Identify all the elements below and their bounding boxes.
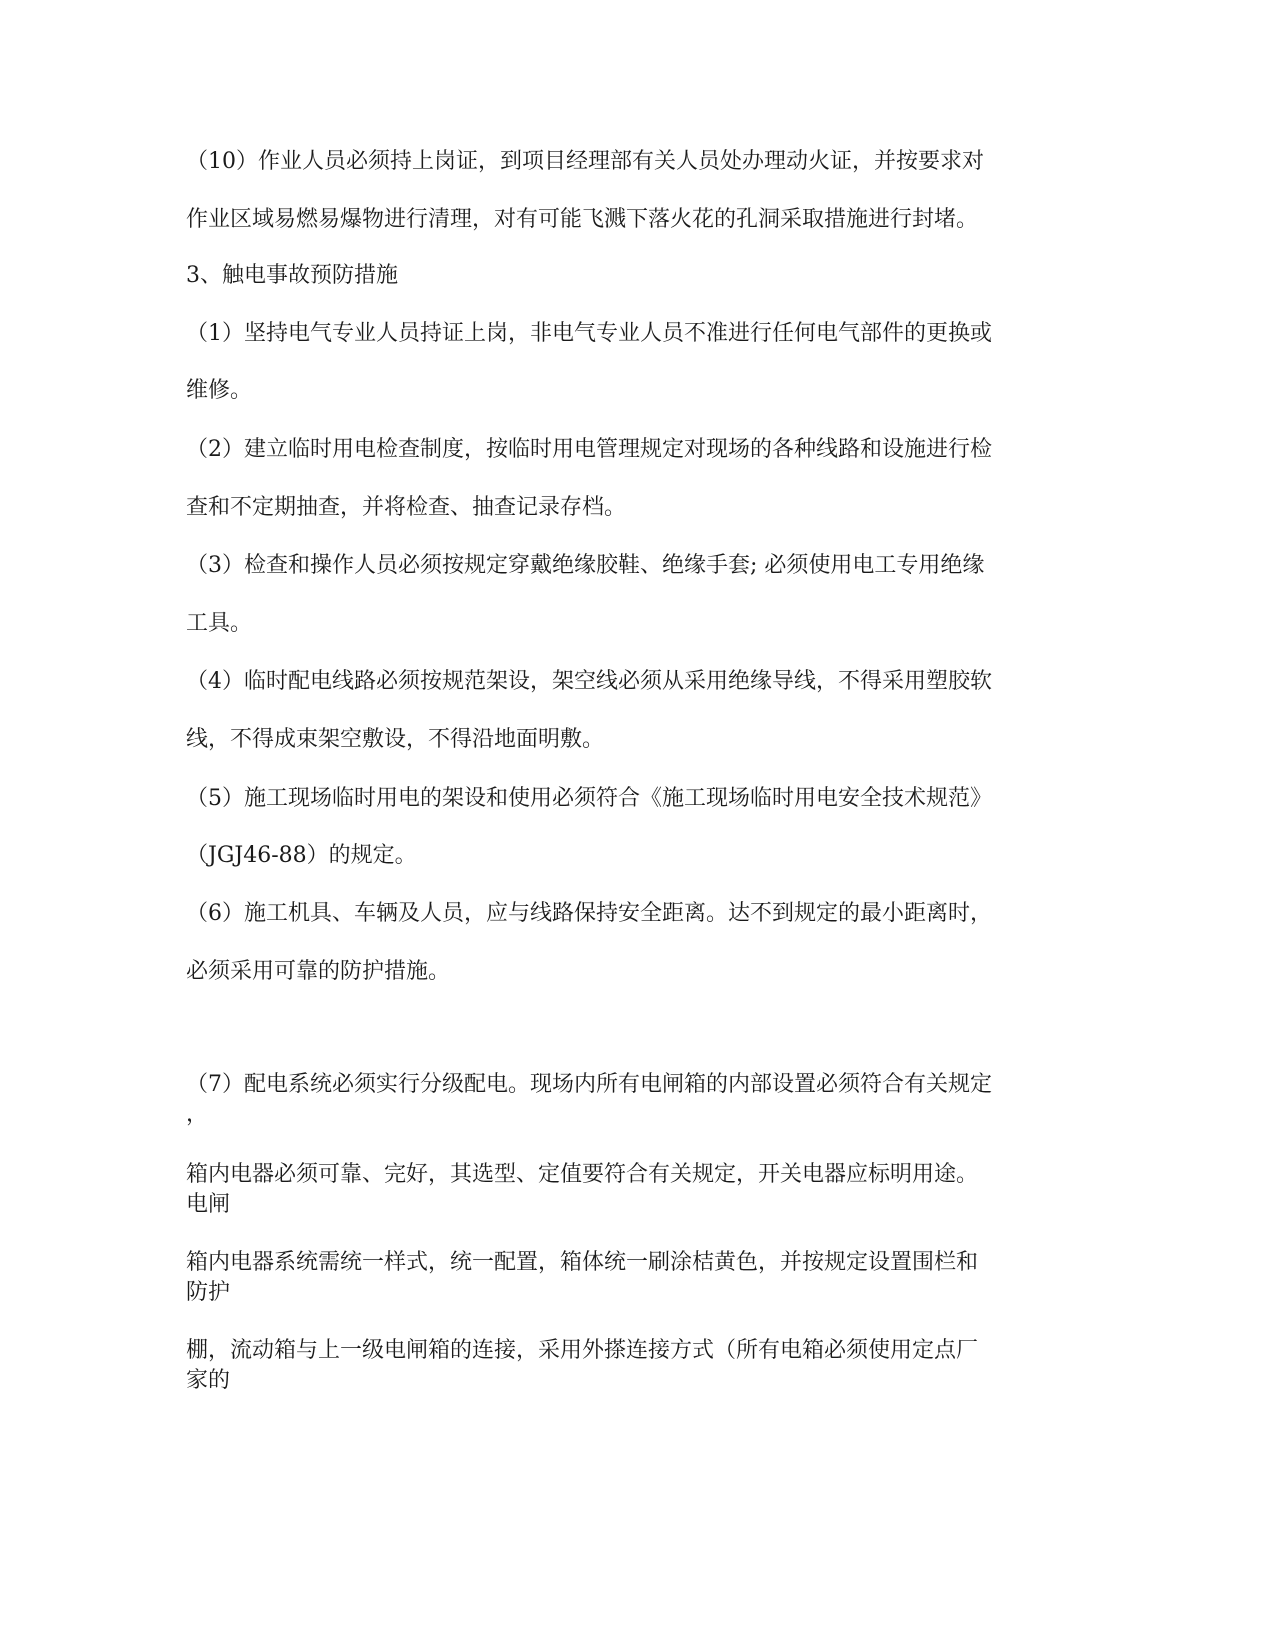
wrapped-line-overflow: ， xyxy=(186,1102,209,1127)
text-line: 工具。 xyxy=(186,611,253,636)
wrapped-line-main: （7）配电系统必须实行分级配电。现场内所有电闸箱的内部设置必须符合有关规定 xyxy=(186,1072,992,1097)
text-line: 查和不定期抽查，并将检查、抽查记录存档。 xyxy=(186,495,627,520)
text-line: 维修。 xyxy=(186,378,253,403)
text-line: 必须采用可靠的防护措施。 xyxy=(186,959,451,984)
text-line: （JGJ46-88）的规定。 xyxy=(186,843,417,868)
text-line: （3）检查和操作人员必须按规定穿戴绝缘胶鞋、绝缘手套; 必须使用电工专用绝缘 xyxy=(186,553,985,578)
section-heading: 3、触电事故预防措施 xyxy=(186,263,398,288)
wrapped-line xyxy=(186,1336,1086,1396)
text-line: 线，不得成束架空敷设，不得沿地面明敷。 xyxy=(186,727,605,752)
wrapped-line-main: 箱内电器系统需统一样式，统一配置，箱体统一刷涂桔黄色，并按规定设置围栏和 xyxy=(186,1250,979,1275)
text-line: （5）施工现场临时用电的架设和使用必须符合《施工现场临时用电安全技术规范》 xyxy=(186,786,992,811)
wrapped-line-overflow: 家的 xyxy=(186,1368,231,1393)
wrapped-line-main: 箱内电器必须可靠、完好，其选型、定值要符合有关规定，开关电器应标明用途。 xyxy=(186,1162,979,1187)
wrapped-line-main: 棚，流动箱与上一级电闸箱的连接，采用外搽连接方式（所有电箱必须使用定点厂 xyxy=(186,1338,979,1363)
wrapped-line-overflow: 电闸 xyxy=(186,1192,231,1217)
text-line: （6）施工机具、车辆及人员，应与线路保持安全距离。达不到规定的最小距离时， xyxy=(186,901,992,926)
wrapped-line-overflow: 防护 xyxy=(186,1280,231,1305)
wrapped-line xyxy=(186,1160,1086,1220)
text-line: （10）作业人员必须持上岗证，到项目经理部有关人员处办理动火证，并按要求对 xyxy=(186,149,984,174)
text-line: （4）临时配电线路必须按规范架设，架空线必须从采用绝缘导线，不得采用塑胶软 xyxy=(186,669,992,694)
text-line: 作业区域易燃易爆物进行清理，对有可能飞溅下落火花的孔洞采取措施进行封堵。 xyxy=(186,207,979,232)
text-line: （2）建立临时用电检查制度，按临时用电管理规定对现场的各种线路和设施进行检 xyxy=(186,437,992,462)
text-line: （1）坚持电气专业人员持证上岗，非电气专业人员不准进行任何电气部件的更换或 xyxy=(186,321,992,346)
wrapped-line xyxy=(186,1248,1086,1308)
wrapped-line xyxy=(186,1070,1086,1130)
